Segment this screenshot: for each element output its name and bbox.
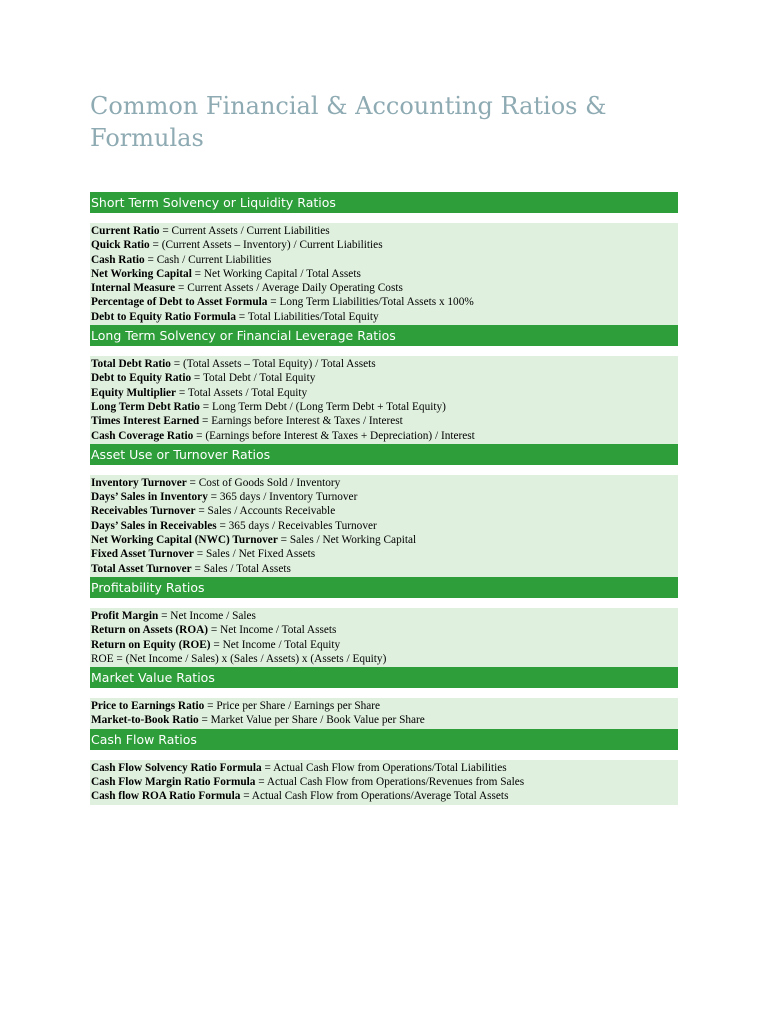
ratio-row <box>90 253 678 267</box>
ratio-row <box>90 310 678 324</box>
ratio-term: Cash Ratio <box>91 253 145 266</box>
ratio-row <box>90 504 678 518</box>
equals-sign: = <box>207 491 220 504</box>
ratio-term: Debt to Equity Ratio Formula <box>91 310 236 323</box>
ratio-row <box>90 281 678 295</box>
ratio-term: Days’ Sales in Inventory <box>91 491 208 504</box>
ratio-formula: 365 days / Receivables Turnover <box>228 519 377 532</box>
equals-sign: = <box>208 624 221 637</box>
ratio-term: Return on Equity (ROE) <box>91 638 211 651</box>
ratio-term: Current Ratio <box>91 225 160 237</box>
ratio-term: Price to Earnings Ratio <box>91 700 205 713</box>
ratio-row <box>90 519 678 533</box>
ratio-term: Cash flow ROA Ratio Formula <box>91 790 241 803</box>
section-body <box>90 223 678 325</box>
ratio-row <box>90 652 678 666</box>
ratio-row <box>90 400 678 414</box>
ratio-term: Cash Flow Solvency Ratio Formula <box>91 761 262 774</box>
equals-sign: = <box>186 476 199 489</box>
ratio-formula: ROE = (Net Income / Sales) x (Sales / Assets) x (Assets / Equity) <box>91 652 387 665</box>
ratio-row <box>90 414 678 428</box>
ratio-row <box>90 713 678 727</box>
ratio-formula: Market Value per Share / Book Value per Share <box>210 714 425 727</box>
equals-sign: = <box>199 400 212 413</box>
ratio-term: Market-to-Book Ratio <box>91 714 199 727</box>
ratio-section <box>90 325 678 444</box>
ratio-formula: Net Income / Sales <box>170 609 256 622</box>
ratio-section <box>90 192 678 325</box>
equals-sign: = <box>175 282 188 295</box>
ratio-formula: Cost of Goods Sold / Inventory <box>198 476 341 489</box>
equals-sign: = <box>255 776 267 789</box>
ratio-row <box>90 476 678 490</box>
ratio-section <box>90 577 678 667</box>
ratio-formula: Cash / Current Liabilities <box>156 253 272 266</box>
equals-sign: = <box>144 253 157 266</box>
equals-sign: = <box>235 310 248 323</box>
equals-sign: = <box>210 638 223 651</box>
ratio-term: Cash Coverage Ratio <box>91 429 194 442</box>
section-heading: Profitability Ratios <box>90 577 678 598</box>
ratio-formula: Actual Cash Flow from Operations/Revenues from Sales <box>266 776 525 789</box>
ratio-formula: Current Assets / Average Daily Operating Costs <box>187 282 403 295</box>
ratio-formula: Total Debt / Total Equity <box>202 372 316 385</box>
ratio-row <box>90 357 678 371</box>
ratio-formula: 365 days / Inventory Turnover <box>219 491 358 504</box>
ratio-formula: Net Working Capital / Total Assets <box>203 267 361 280</box>
ratio-formula: Earnings before Interest & Taxes / Interest <box>211 415 403 428</box>
ratio-term: Days’ Sales in Receivables <box>91 519 217 532</box>
section-body <box>90 356 678 444</box>
ratio-row <box>90 267 678 281</box>
equals-sign: = <box>193 429 206 442</box>
equals-sign: = <box>191 562 204 575</box>
section-heading: Cash Flow Ratios <box>90 729 678 750</box>
ratio-row <box>90 224 678 238</box>
equals-sign: = <box>149 239 162 252</box>
ratio-term: Return on Assets (ROA) <box>91 624 209 637</box>
equals-sign: = <box>159 225 172 237</box>
equals-sign: = <box>277 534 290 547</box>
section-heading: Asset Use or Turnover Ratios <box>90 444 678 465</box>
section-body <box>90 608 678 667</box>
ratio-term: Debt to Equity Ratio <box>91 372 192 385</box>
section-heading: Market Value Ratios <box>90 667 678 688</box>
ratio-formula: Actual Cash Flow from Operations/Total Liabilities <box>273 761 507 774</box>
ratio-row <box>90 609 678 623</box>
ratio-row <box>90 238 678 252</box>
ratio-term: Long Term Debt Ratio <box>91 400 200 413</box>
ratio-row <box>90 533 678 547</box>
ratio-term: Internal Measure <box>91 282 176 295</box>
equals-sign: = <box>170 358 183 371</box>
ratio-term: Times Interest Earned <box>91 415 200 428</box>
equals-sign: = <box>195 505 208 518</box>
equals-sign: = <box>198 714 211 727</box>
ratio-formula: Long Term Liabilities/Total Assets x 100% <box>279 296 474 309</box>
section-heading: Short Term Solvency or Liquidity Ratios <box>90 192 678 213</box>
ratio-formula: (Current Assets – Inventory) / Current Liabilities <box>161 239 383 252</box>
ratio-formula: (Total Assets – Total Equity) / Total Assets <box>182 358 376 371</box>
equals-sign: = <box>216 519 229 532</box>
ratio-row <box>90 562 678 576</box>
equals-sign: = <box>191 267 204 280</box>
ratio-row <box>90 490 678 504</box>
ratio-term: Profit Margin <box>91 609 159 622</box>
ratio-formula: Actual Cash Flow from Operations/Average Total Assets <box>251 790 509 803</box>
ratio-row <box>90 295 678 309</box>
ratio-term: Total Asset Turnover <box>91 562 192 575</box>
equals-sign: = <box>204 700 217 713</box>
ratio-term: Quick Ratio <box>91 239 150 252</box>
ratio-section <box>90 444 678 577</box>
equals-sign: = <box>158 609 171 622</box>
ratio-formula: Sales / Net Working Capital <box>289 534 417 547</box>
ratio-term: Percentage of Debt to Asset Formula <box>91 296 268 309</box>
ratio-formula: Net Income / Total Assets <box>220 624 337 637</box>
ratio-formula: Current Assets / Current Liabilities <box>171 225 330 237</box>
equals-sign: = <box>176 386 188 399</box>
ratio-section <box>90 729 678 805</box>
equals-sign: = <box>261 761 274 774</box>
ratio-formula: Long Term Debt / (Long Term Debt + Total Equity) <box>211 400 446 413</box>
ratio-formula: Sales / Total Assets <box>203 562 291 575</box>
ratio-term: Receivables Turnover <box>91 505 196 518</box>
ratio-row <box>90 547 678 561</box>
ratio-formula: Total Liabilities/Total Equity <box>247 310 379 323</box>
ratio-formula: Sales / Net Fixed Assets <box>205 548 316 561</box>
section-heading: Long Term Solvency or Financial Leverage Ratios <box>90 325 678 346</box>
section-body <box>90 475 678 577</box>
equals-sign: = <box>267 296 280 309</box>
ratio-formula: Sales / Accounts Receivable <box>207 505 336 518</box>
page-title: Common Financial & Accounting Ratios & Formulas <box>90 92 607 152</box>
ratio-row <box>90 699 678 713</box>
ratio-row <box>90 429 678 443</box>
ratio-formula: Price per Share / Earnings per Share <box>216 700 381 713</box>
ratio-term: Net Working Capital (NWC) Turnover <box>91 534 278 547</box>
ratio-row <box>90 761 678 775</box>
ratio-term: Equity Multiplier <box>91 386 177 399</box>
ratio-formula: (Earnings before Interest & Taxes + Depreciation) / Interest <box>205 429 475 442</box>
section-body <box>90 698 678 729</box>
ratio-term: Cash Flow Margin Ratio Formula <box>91 776 256 789</box>
equals-sign: = <box>199 415 212 428</box>
ratio-row <box>90 386 678 400</box>
equals-sign: = <box>240 790 252 803</box>
ratio-term: Net Working Capital <box>91 267 192 280</box>
ratio-formula: Total Assets / Total Equity <box>187 386 308 399</box>
ratio-section <box>90 667 678 729</box>
ratio-row <box>90 638 678 652</box>
equals-sign: = <box>191 372 203 385</box>
section-body <box>90 760 678 805</box>
ratio-term: Total Debt Ratio <box>91 358 171 371</box>
equals-sign: = <box>193 548 206 561</box>
ratio-term: Inventory Turnover <box>91 476 187 489</box>
ratio-sections <box>90 192 678 805</box>
ratio-row <box>90 789 678 803</box>
ratio-row <box>90 623 678 637</box>
ratio-row <box>90 371 678 385</box>
ratio-formula: Net Income / Total Equity <box>222 638 341 651</box>
ratio-term: Fixed Asset Turnover <box>91 548 194 561</box>
ratio-row <box>90 775 678 789</box>
